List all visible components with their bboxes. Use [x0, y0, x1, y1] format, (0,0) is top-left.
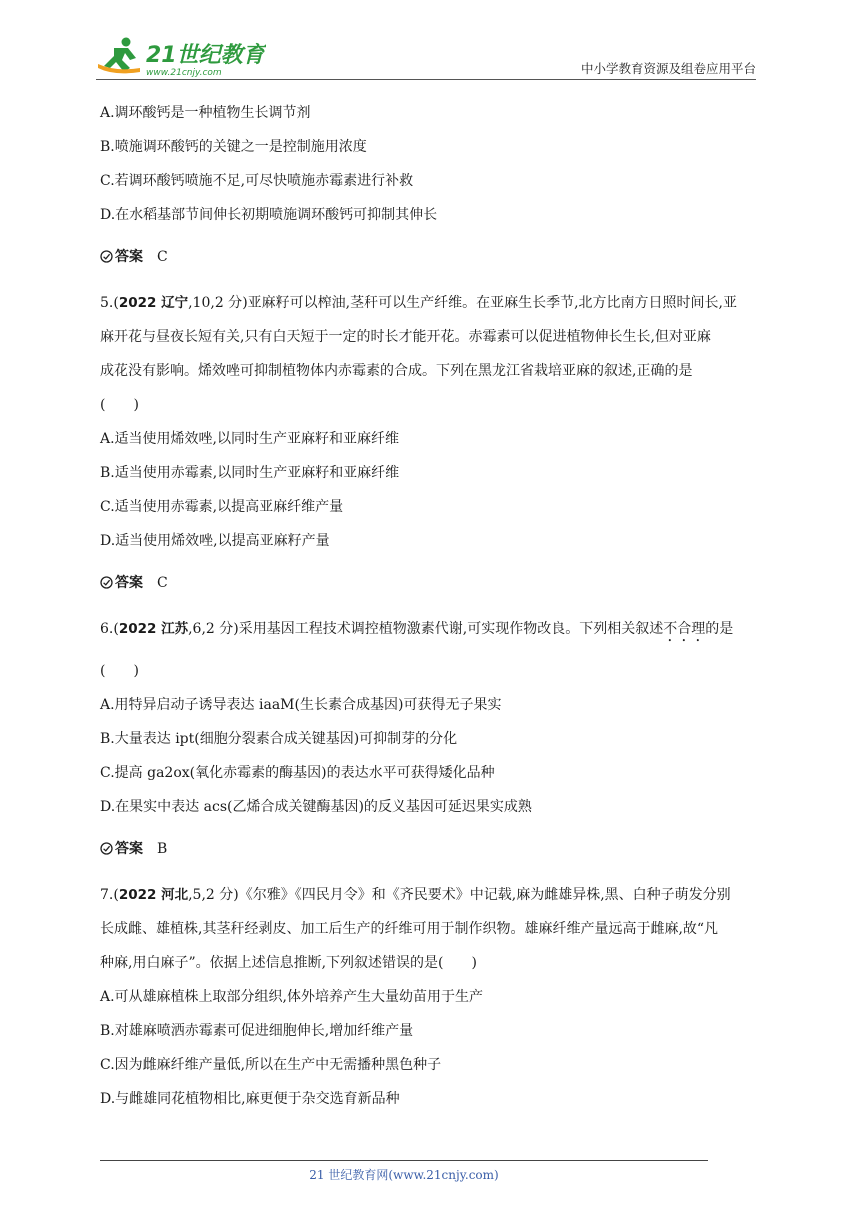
svg-text:www.21cnjy.com: www.21cnjy.com [146, 68, 222, 78]
check-circle-icon [100, 242, 113, 276]
q4-answer [100, 240, 762, 276]
answer-label: 答案 [115, 249, 143, 265]
q5-stem-line-1: 5.(2022 辽宁,10,2 分)亚麻籽可以榨油,茎秆可以生产纤维。在亚麻生长季节,北方比南方日照时间长,亚 [100, 295, 738, 311]
q6-emphasis: 不合理 [663, 621, 706, 637]
q7-option-a: A.可从雄麻植株上取部分组织,体外培养产生大量幼苗用于生产 [100, 989, 484, 1005]
q7-stem-line-1: 7.(2022 河北,5,2 分)《尔雅》《四民月令》和《齐民要术》中记载,麻为雌雄异株,黑、白种子萌发分别 [100, 887, 731, 903]
q5-option-a: A.适当使用烯效唑,以同时生产亚麻籽和亚麻纤维 [100, 431, 400, 447]
q5-score: ,10,2 分 [188, 295, 243, 311]
answer-label: 答案 [115, 575, 143, 591]
q7-stem-line-3: 种麻,用白麻子”。依据上述信息推断,下列叙述错误的是( ) [100, 955, 477, 971]
site-logo [96, 34, 266, 78]
q6-answer-blank: ( ) [100, 663, 139, 679]
q7-option-c: C.因为雌麻纤维产量低,所以在生产中无需播种黑色种子 [100, 1057, 442, 1073]
q6-score: ,6,2 分 [188, 621, 234, 637]
header-divider [96, 79, 756, 80]
answer-value: C [157, 575, 168, 591]
q7-source: 河北 [161, 887, 189, 903]
q6-option-d: D.在果实中表达 acs(乙烯合成关键酶基因)的反义基因可延迟果实成熟 [100, 799, 532, 815]
question-content [100, 96, 762, 1116]
q5-option-d: D.适当使用烯效唑,以提高亚麻籽产量 [100, 533, 330, 549]
q6-year: 2022 [118, 621, 162, 637]
check-circle-icon [100, 834, 113, 868]
q6-source: 江苏 [161, 621, 189, 637]
q6-stem-line-1: 6.(2022 江苏,6,2 分)采用基因工程技术调控植物激素代谢,可实现作物改良。下列相关叙述不合理的是 [100, 621, 734, 637]
page-header [96, 32, 756, 80]
answer-value: B [157, 841, 168, 857]
footer-text[interactable]: 21 世纪教育网(www.21cnjy.com) [309, 1168, 499, 1182]
platform-name: 中小学教育资源及组卷应用平台 [580, 61, 756, 76]
answer-label: 答案 [115, 841, 143, 857]
q7-score: ,5,2 分 [188, 887, 234, 903]
q4-option-a: A.调环酸钙是一种植物生长调节剂 [100, 105, 311, 121]
q7-stem-line-2: 长成雌、雄植株,其茎秆经剥皮、加工后生产的纤维可用于制作织物。雄麻纤维产量远高于雌麻,故“凡 [100, 921, 719, 937]
q4-option-c: C.若调环酸钙喷施不足,可尽快喷施赤霉素进行补救 [100, 173, 414, 189]
footer-divider [100, 1160, 708, 1161]
q7-option-d: D.与雌雄同花植物相比,麻更便于杂交选育新品种 [100, 1091, 400, 1107]
q5-stem-line-2: 麻开花与昼夜长短有关,只有白天短于一定的时长才能开花。赤霉素可以促进植物伸长生长,但对亚麻 [100, 329, 711, 345]
answer-value: C [157, 249, 168, 265]
svg-text:21世纪教育: 21世纪教育 [146, 43, 265, 68]
q5-option-b: B.适当使用赤霉素,以同时生产亚麻籽和亚麻纤维 [100, 465, 400, 481]
q4-option-b: B.喷施调环酸钙的关键之一是控制施用浓度 [100, 139, 367, 155]
q5-source: 辽宁 [161, 295, 189, 311]
q6-option-c: C.提高 ga2ox(氧化赤霉素的酶基因)的表达水平可获得矮化品种 [100, 765, 495, 781]
q7-option-b: B.对雄麻喷洒赤霉素可促进细胞伸长,增加纤维产量 [100, 1023, 414, 1039]
q6-answer [100, 832, 762, 868]
q6-option-b: B.大量表达 ipt(细胞分裂素合成关键基因)可抑制芽的分化 [100, 731, 458, 747]
q6-option-a: A.用特异启动子诱导表达 iaaM(生长素合成基因)可获得无子果实 [100, 697, 502, 713]
check-circle-icon [100, 568, 113, 602]
q5-year: 2022 [118, 295, 162, 311]
q5-answer-blank: ( ) [100, 397, 139, 413]
q7-year: 2022 [118, 887, 162, 903]
q5-stem-line-3: 成花没有影响。烯效唑可抑制植物体内赤霉素的合成。下列在黑龙江省栽培亚麻的叙述,正确的是 [100, 363, 693, 379]
q5-option-c: C.适当使用赤霉素,以提高亚麻纤维产量 [100, 499, 344, 515]
q4-option-d: D.在水稻基部节间伸长初期喷施调环酸钙可抑制其伸长 [100, 207, 438, 223]
runner-logo-icon [96, 34, 266, 78]
q5-answer [100, 566, 762, 602]
